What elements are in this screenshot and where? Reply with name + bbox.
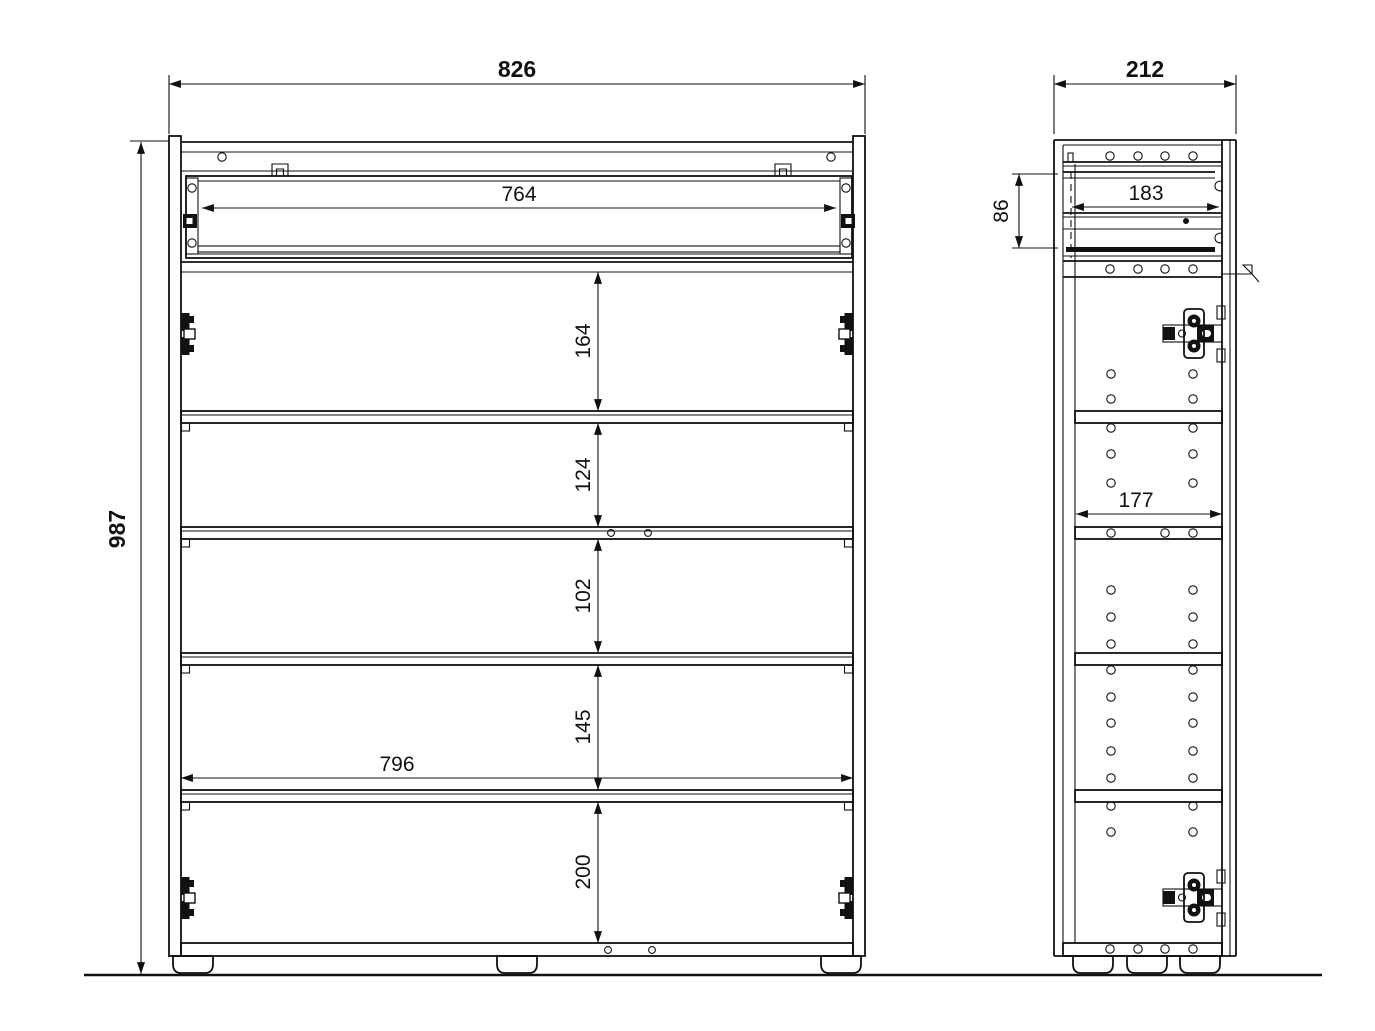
dimension-compartment-5 <box>572 802 598 943</box>
compartment-2-label: 124 <box>572 457 595 493</box>
dimension-compartment-4 <box>572 665 598 790</box>
front-top-board <box>181 142 853 176</box>
shelf-pin-holes <box>1107 370 1197 836</box>
front-shelf-1 <box>181 411 853 431</box>
dimension-compartment-2 <box>572 423 598 527</box>
rail-hook <box>1215 233 1222 243</box>
dimension-drawer-inner-depth <box>1072 182 1219 207</box>
cam-lock-bracket <box>272 164 288 176</box>
compartment-3-label: 102 <box>572 578 595 614</box>
foot <box>1180 956 1220 973</box>
front-view <box>169 136 865 973</box>
front-right-side-panel <box>853 136 865 956</box>
drawer-opening-height-label: 86 <box>990 199 1013 223</box>
door-hinge-mark <box>839 877 853 919</box>
dimension-overall-depth <box>1054 56 1236 134</box>
dimension-interior-depth <box>1076 489 1222 514</box>
door-handle-profile <box>1222 265 1259 282</box>
side-shelf-2 <box>1075 527 1222 539</box>
drawer-inner-depth-label: 183 <box>1128 182 1164 205</box>
door-hinge-mark <box>839 313 853 355</box>
dimension-overall-width <box>169 56 865 134</box>
door-hinge <box>1163 306 1225 362</box>
side-shelf-1 <box>1075 411 1222 423</box>
drawer-inner-width-label: 764 <box>501 183 537 206</box>
dimension-compartment-3 <box>572 539 598 653</box>
dimension-interior-width <box>181 753 853 778</box>
foot <box>1073 956 1113 973</box>
compartment-1-label: 164 <box>572 323 595 359</box>
drawer-slide-profile <box>1066 247 1215 252</box>
front-shelf-2 <box>181 527 853 547</box>
interior-depth-label: 177 <box>1118 489 1154 512</box>
dimension-compartment-1 <box>572 272 598 411</box>
front-left-side-panel <box>169 136 181 956</box>
overall-width-label: 826 <box>497 56 537 82</box>
overall-height-label: 987 <box>104 509 130 549</box>
rail-hook <box>1215 181 1222 191</box>
cam-lock-bracket <box>775 164 791 176</box>
overall-depth-label: 212 <box>1125 56 1165 82</box>
door-hinge-mark <box>181 877 195 919</box>
door-hinge-mark <box>181 313 195 355</box>
dimension-drawer-opening-height <box>990 174 1058 248</box>
front-shelf-4 <box>181 790 853 810</box>
compartment-4-label: 145 <box>572 709 595 745</box>
front-bottom-board <box>181 943 853 956</box>
foot <box>1127 956 1167 973</box>
drawer-bottom-rail <box>198 246 840 252</box>
door-hinge <box>1163 870 1225 926</box>
side-shelf-3 <box>1075 653 1222 665</box>
dimension-overall-height <box>104 141 168 974</box>
compartment-5-label: 200 <box>572 854 595 890</box>
front-shelf-3 <box>181 653 853 673</box>
foot <box>821 956 861 973</box>
foot <box>173 956 213 973</box>
side-shelf-4 <box>1075 790 1222 802</box>
interior-width-label: 796 <box>379 753 415 776</box>
dimension-drawer-inner-width <box>202 183 836 208</box>
foot <box>497 956 537 973</box>
side-view <box>1054 140 1259 973</box>
